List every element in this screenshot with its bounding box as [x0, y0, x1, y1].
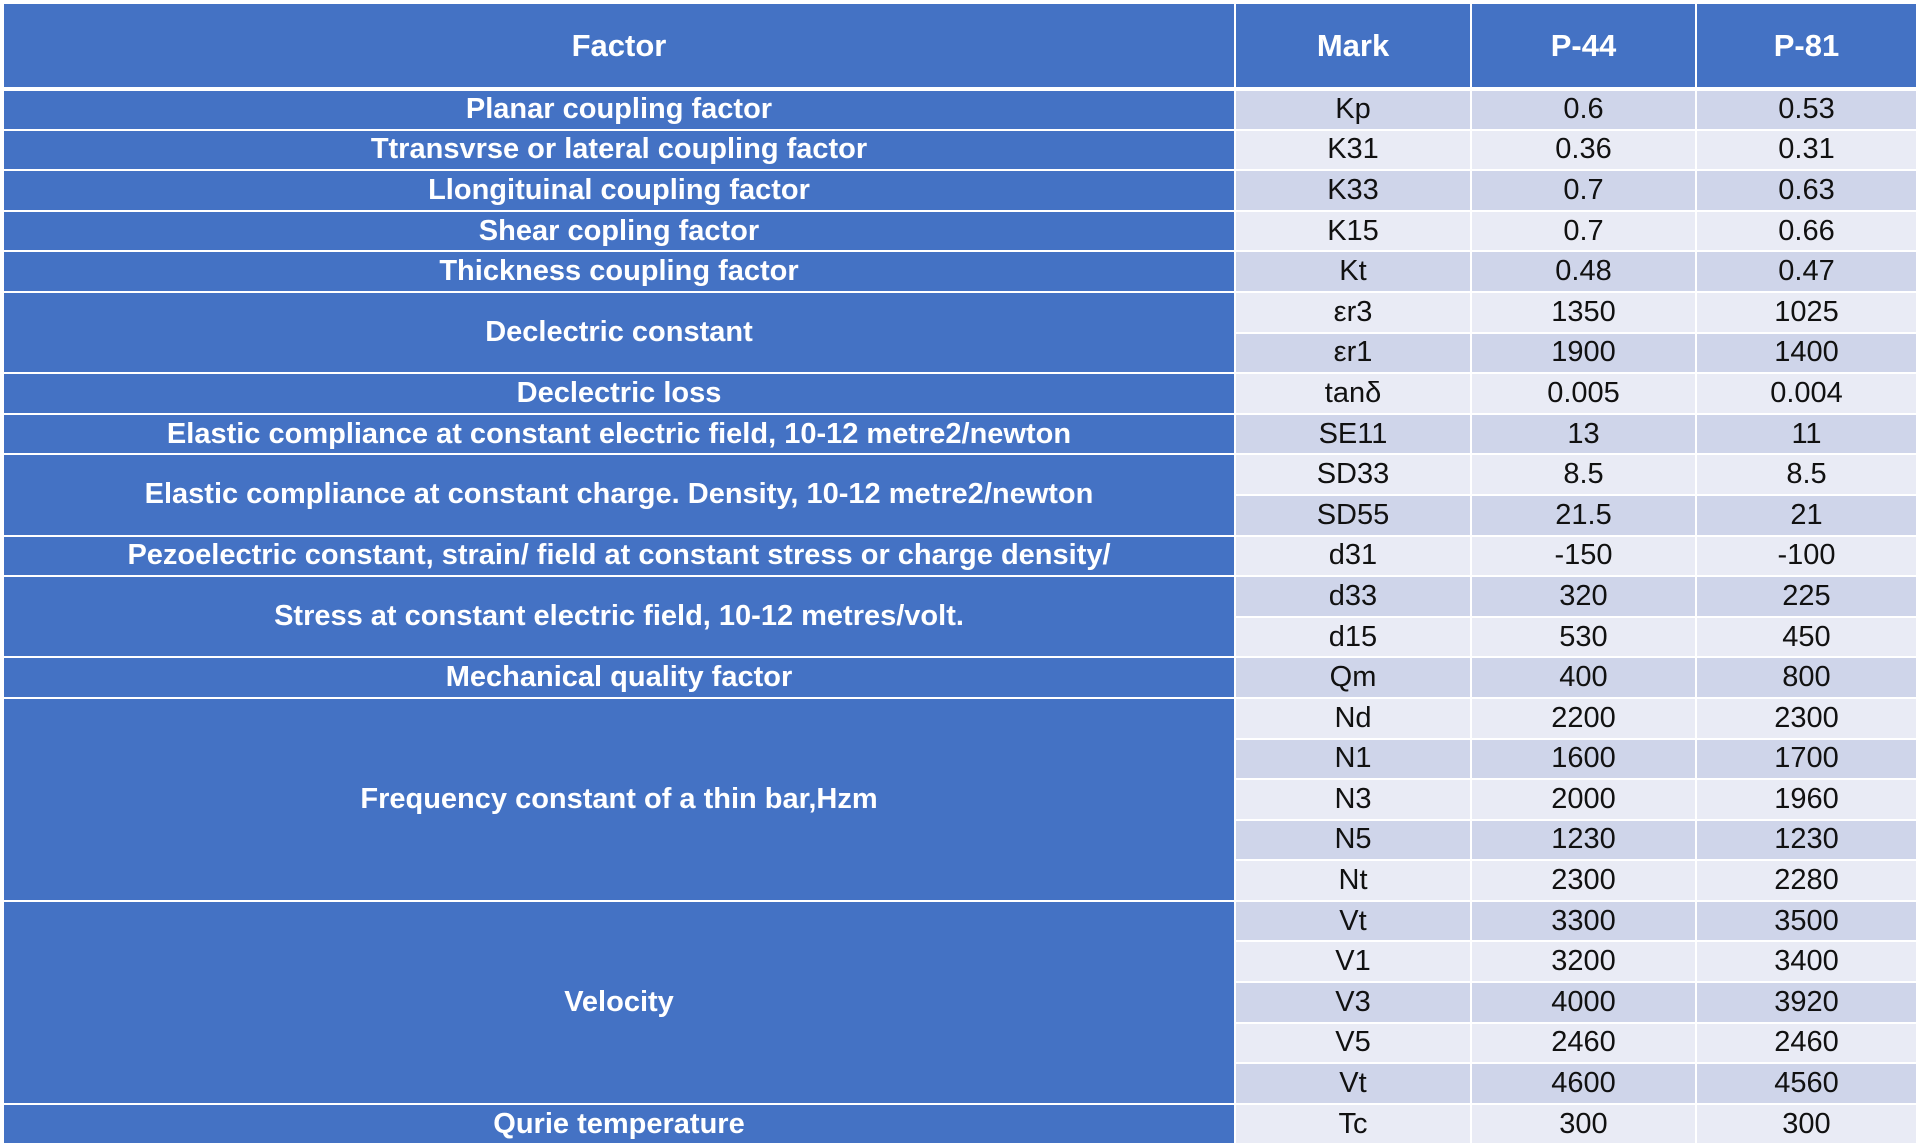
- p81-cell: 3400: [1696, 941, 1917, 982]
- mark-cell: εr3: [1235, 292, 1471, 333]
- table-row: [3, 251, 1917, 292]
- p81-cell: 450: [1696, 617, 1917, 658]
- p44-cell: 300: [1471, 1104, 1696, 1145]
- p81-cell: 0.47: [1696, 251, 1917, 292]
- p81-cell: 800: [1696, 657, 1917, 698]
- mark-cell: V3: [1235, 982, 1471, 1023]
- factor-cell: Planar coupling factor: [3, 89, 1235, 130]
- factor-cell: Qurie temperature: [3, 1104, 1235, 1145]
- factor-cell: Frequency constant of a thin bar,Hzm: [3, 698, 1235, 901]
- p44-cell: 1350: [1471, 292, 1696, 333]
- p44-cell: 8.5: [1471, 454, 1696, 495]
- mark-cell: K31: [1235, 130, 1471, 171]
- factor-cell: Elastic compliance at constant charge. Density, 10-12 metre2/newton: [3, 454, 1235, 535]
- p44-cell: 3200: [1471, 941, 1696, 982]
- p44-cell: 1230: [1471, 820, 1696, 861]
- p44-cell: 21.5: [1471, 495, 1696, 536]
- mark-cell: Nt: [1235, 860, 1471, 901]
- factor-cell: Thickness coupling factor: [3, 251, 1235, 292]
- mark-cell: V1: [1235, 941, 1471, 982]
- properties-table: [2, 2, 1918, 1145]
- p81-cell: 1700: [1696, 739, 1917, 780]
- p81-cell: 1230: [1696, 820, 1917, 861]
- mark-cell: Kp: [1235, 89, 1471, 130]
- mark-cell: N3: [1235, 779, 1471, 820]
- factor-cell: Elastic compliance at constant electric field, 10-12 metre2/newton: [3, 414, 1235, 455]
- p81-cell: 225: [1696, 576, 1917, 617]
- p44-cell: 4600: [1471, 1063, 1696, 1104]
- p81-cell: 11: [1696, 414, 1917, 455]
- p81-cell: 8.5: [1696, 454, 1917, 495]
- header-mark: Mark: [1235, 3, 1471, 89]
- mark-cell: K15: [1235, 211, 1471, 252]
- p81-cell: 2300: [1696, 698, 1917, 739]
- mark-cell: Kt: [1235, 251, 1471, 292]
- mark-cell: N1: [1235, 739, 1471, 780]
- table-row: [3, 536, 1917, 577]
- factor-cell: Stress at constant electric field, 10-12 metres/volt.: [3, 576, 1235, 657]
- p81-cell: 4560: [1696, 1063, 1917, 1104]
- p81-cell: 3500: [1696, 901, 1917, 942]
- p44-cell: 3300: [1471, 901, 1696, 942]
- table-row: [3, 170, 1917, 211]
- p81-cell: 1025: [1696, 292, 1917, 333]
- table-row: [3, 414, 1917, 455]
- table-row: [3, 292, 1917, 333]
- p44-cell: 530: [1471, 617, 1696, 658]
- p44-cell: 320: [1471, 576, 1696, 617]
- table-row: [3, 698, 1917, 739]
- p81-cell: 1960: [1696, 779, 1917, 820]
- table-row: [3, 1104, 1917, 1145]
- p44-cell: 2000: [1471, 779, 1696, 820]
- p44-cell: 0.7: [1471, 170, 1696, 211]
- mark-cell: Qm: [1235, 657, 1471, 698]
- mark-cell: d31: [1235, 536, 1471, 577]
- table-row: [3, 576, 1917, 617]
- table-body: [3, 89, 1917, 1144]
- factor-cell: Velocity: [3, 901, 1235, 1104]
- table-row: [3, 454, 1917, 495]
- mark-cell: K33: [1235, 170, 1471, 211]
- table-row: [3, 373, 1917, 414]
- p44-cell: 2300: [1471, 860, 1696, 901]
- p81-cell: 2460: [1696, 1023, 1917, 1064]
- mark-cell: Vt: [1235, 1063, 1471, 1104]
- p44-cell: 13: [1471, 414, 1696, 455]
- factor-cell: Pezoelectric constant, strain/ field at constant stress or charge density/: [3, 536, 1235, 577]
- mark-cell: SD55: [1235, 495, 1471, 536]
- p81-cell: 3920: [1696, 982, 1917, 1023]
- p44-cell: 1900: [1471, 333, 1696, 374]
- factor-cell: Ttransvrse or lateral coupling factor: [3, 130, 1235, 171]
- table-row: [3, 130, 1917, 171]
- mark-cell: tanδ: [1235, 373, 1471, 414]
- table-row: [3, 657, 1917, 698]
- p81-cell: 21: [1696, 495, 1917, 536]
- factor-cell: Declectric constant: [3, 292, 1235, 373]
- mark-cell: SE11: [1235, 414, 1471, 455]
- table-row: [3, 211, 1917, 252]
- mark-cell: N5: [1235, 820, 1471, 861]
- p81-cell: 1400: [1696, 333, 1917, 374]
- mark-cell: Nd: [1235, 698, 1471, 739]
- p44-cell: 2200: [1471, 698, 1696, 739]
- p81-cell: 0.66: [1696, 211, 1917, 252]
- factor-cell: Llongituinal coupling factor: [3, 170, 1235, 211]
- mark-cell: d33: [1235, 576, 1471, 617]
- p81-cell: 0.63: [1696, 170, 1917, 211]
- factor-cell: Mechanical quality factor: [3, 657, 1235, 698]
- p81-cell: 0.53: [1696, 89, 1917, 130]
- p81-cell: 0.004: [1696, 373, 1917, 414]
- p44-cell: -150: [1471, 536, 1696, 577]
- p44-cell: 0.6: [1471, 89, 1696, 130]
- mark-cell: V5: [1235, 1023, 1471, 1064]
- p44-cell: 4000: [1471, 982, 1696, 1023]
- p44-cell: 400: [1471, 657, 1696, 698]
- table-row: [3, 901, 1917, 942]
- header-p81: P-81: [1696, 3, 1917, 89]
- p44-cell: 2460: [1471, 1023, 1696, 1064]
- header-row: [3, 3, 1917, 89]
- p44-cell: 0.48: [1471, 251, 1696, 292]
- mark-cell: Tc: [1235, 1104, 1471, 1145]
- header-p44: P-44: [1471, 3, 1696, 89]
- p81-cell: 300: [1696, 1104, 1917, 1145]
- p44-cell: 1600: [1471, 739, 1696, 780]
- p44-cell: 0.005: [1471, 373, 1696, 414]
- p44-cell: 0.7: [1471, 211, 1696, 252]
- table-row: [3, 89, 1917, 130]
- factor-cell: Declectric loss: [3, 373, 1235, 414]
- mark-cell: SD33: [1235, 454, 1471, 495]
- p81-cell: 2280: [1696, 860, 1917, 901]
- mark-cell: Vt: [1235, 901, 1471, 942]
- factor-cell: Shear copling factor: [3, 211, 1235, 252]
- p44-cell: 0.36: [1471, 130, 1696, 171]
- p81-cell: 0.31: [1696, 130, 1917, 171]
- mark-cell: εr1: [1235, 333, 1471, 374]
- mark-cell: d15: [1235, 617, 1471, 658]
- header-factor: Factor: [3, 3, 1235, 89]
- p81-cell: -100: [1696, 536, 1917, 577]
